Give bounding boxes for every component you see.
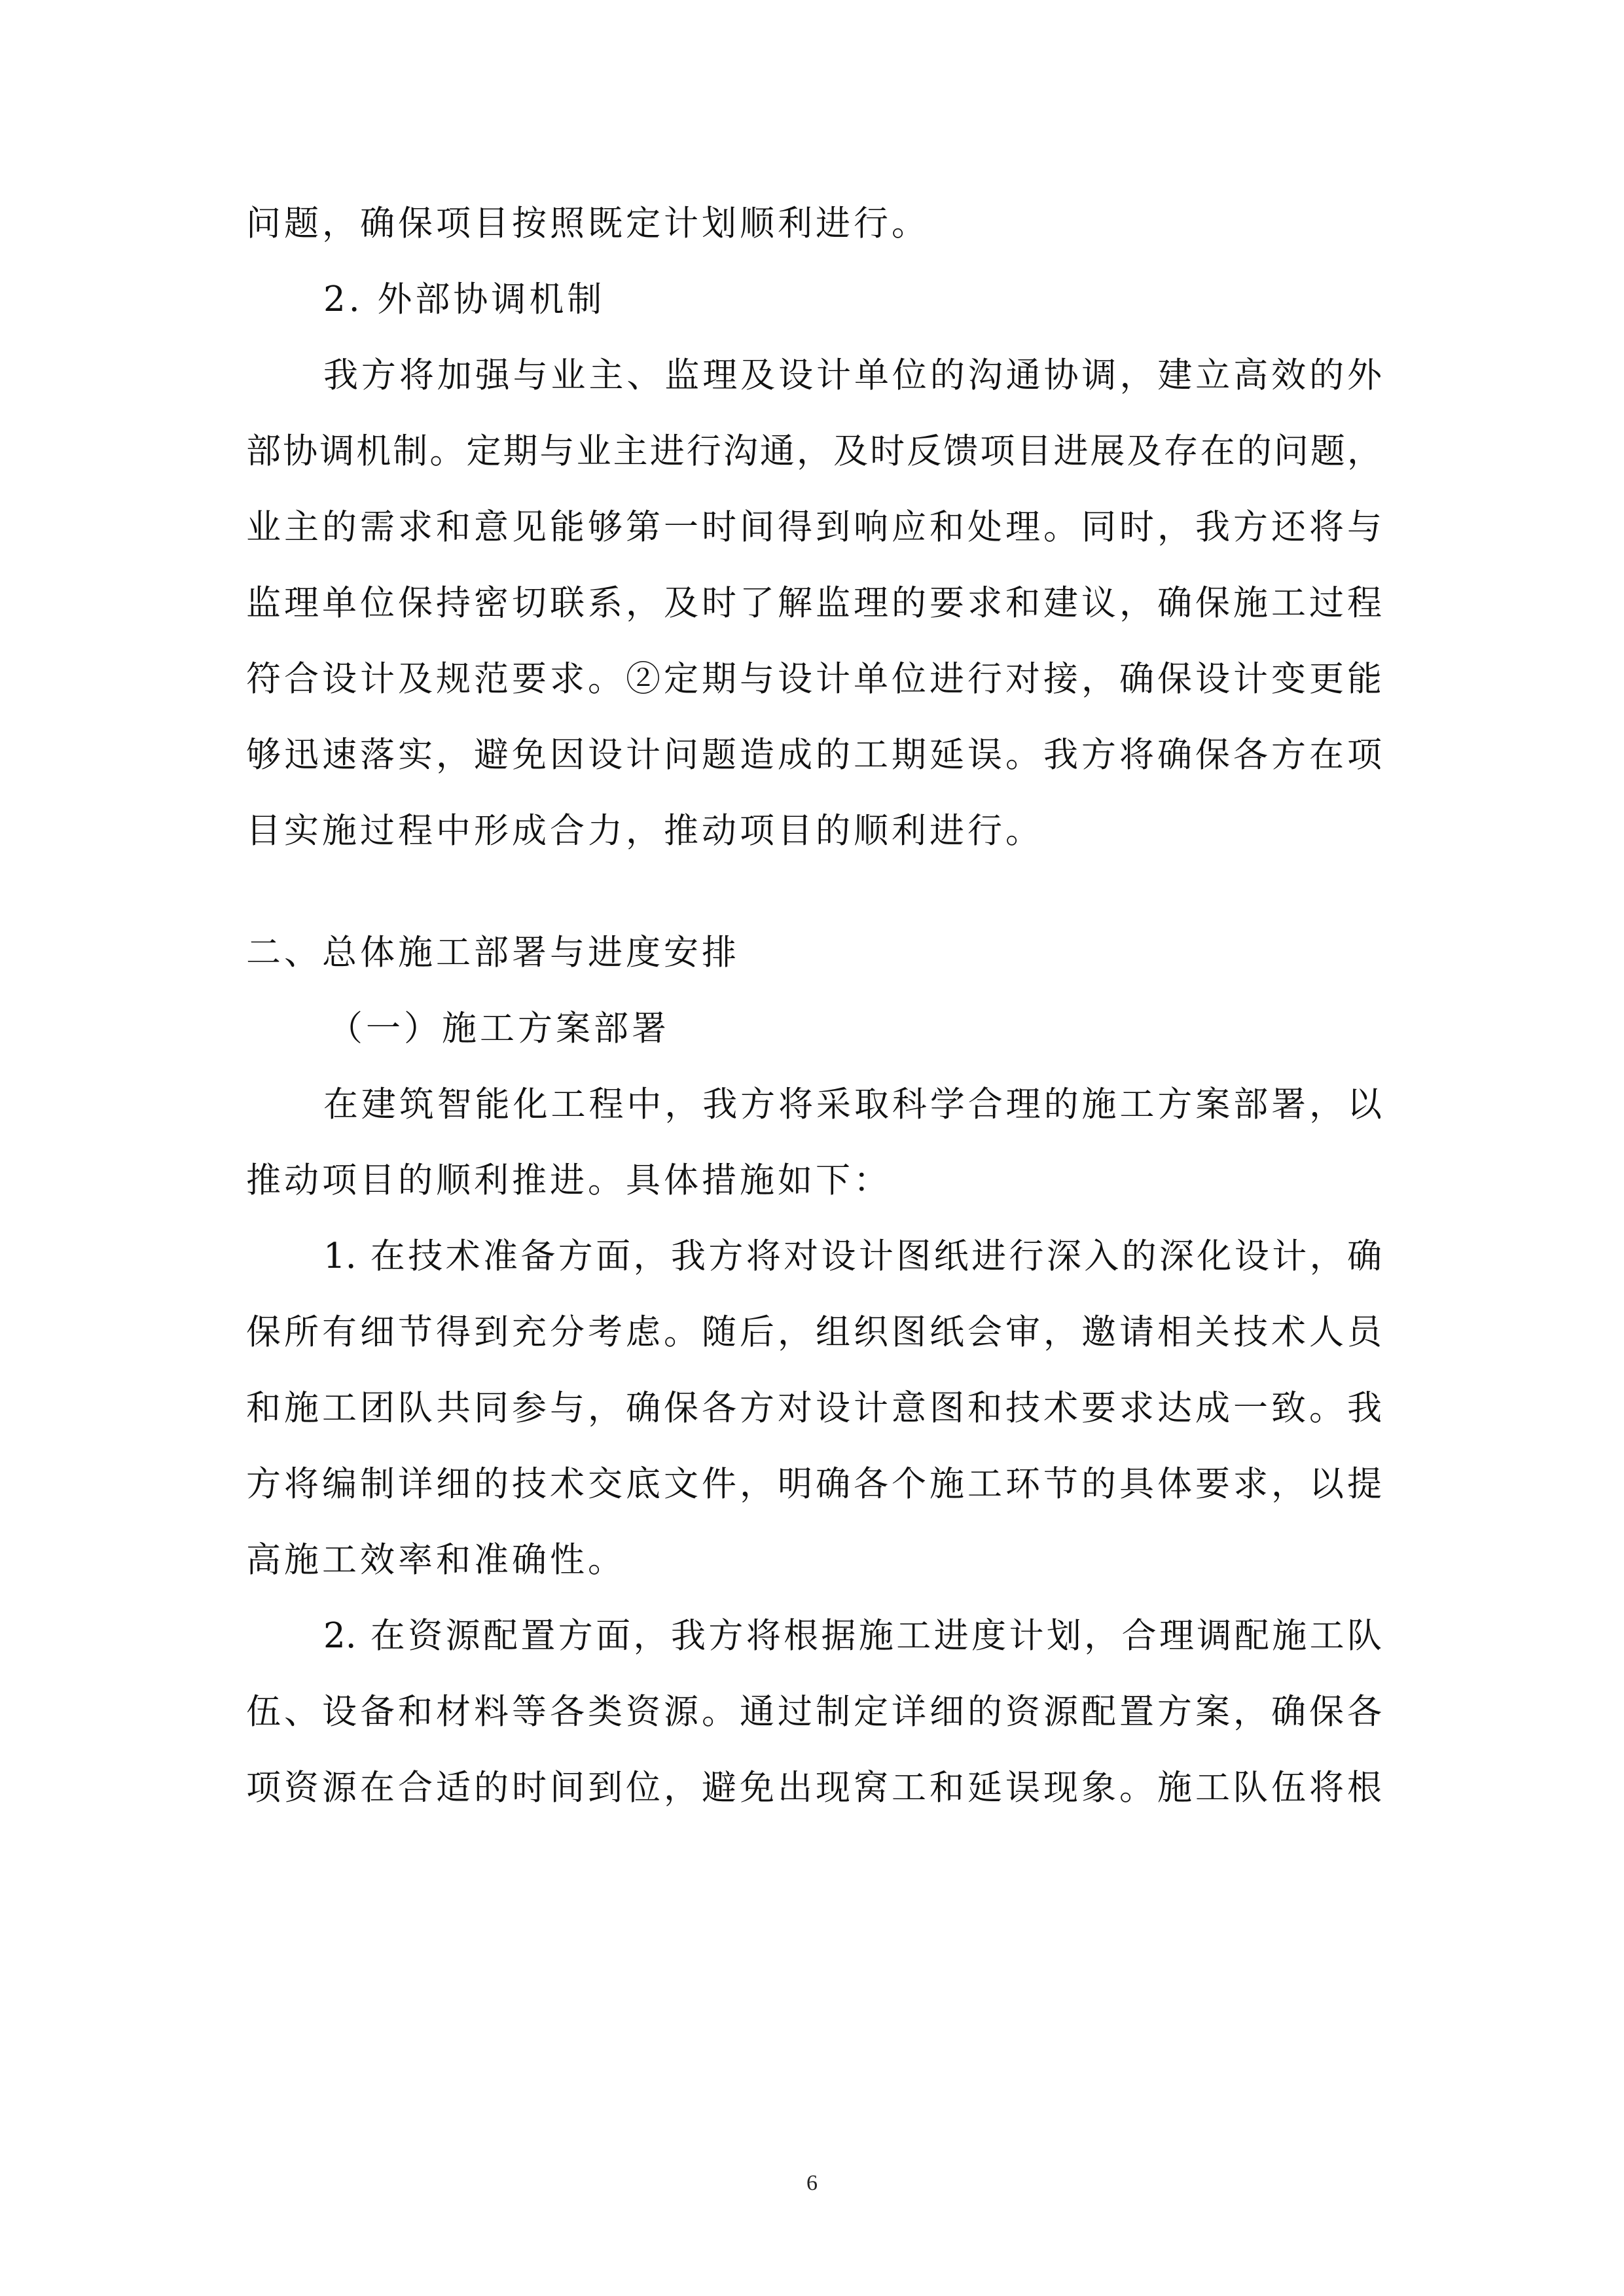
paragraph-last-line: 高施工效率和准确性。 [246, 1540, 626, 1580]
paragraph-line: 1. 在技术准备方面，我方将对设计图纸进行深入的深化设计，确 [323, 1236, 1382, 1276]
paragraph-line: 和施工团队共同参与，确保各方对设计意图和技术要求达成一致。我 [246, 1388, 1382, 1428]
paragraph-line: 符合设计及规范要求。②定期与设计单位进行对接，确保设计变更能 [246, 659, 1382, 699]
subheading-external-coordination: 2. 外部协调机制 [323, 279, 605, 319]
paragraph-line: 业主的需求和意见能够第一时间得到响应和处理。同时，我方还将与 [246, 507, 1382, 547]
paragraph-line: 2. 在资源配置方面，我方将根据施工进度计划，合理调配施工队 [323, 1616, 1382, 1656]
paragraph-line: 部协调机制。定期与业主进行沟通，及时反馈项目进展及存在的问题， [246, 431, 1382, 471]
paragraph-line: 项资源在合适的时间到位，避免出现窝工和延误现象。施工队伍将根 [246, 1768, 1382, 1808]
paragraph-line: 够迅速落实，避免因设计问题造成的工期延误。我方将确保各方在项 [246, 735, 1382, 775]
paragraph-line: 方将编制详细的技术交底文件，明确各个施工环节的具体要求，以提 [246, 1464, 1382, 1504]
paragraph-line: 伍、设备和材料等各类资源。通过制定详细的资源配置方案，确保各 [246, 1692, 1382, 1732]
subsection-heading-construction-plan: （一）施工方案部署 [328, 1009, 670, 1049]
paragraph-last-line: 推动项目的顺利推进。具体措施如下： [246, 1160, 892, 1200]
paragraph-line: 在建筑智能化工程中，我方将采取科学合理的施工方案部署，以 [323, 1085, 1382, 1124]
paragraph-line: 我方将加强与业主、监理及设计单位的沟通协调，建立高效的外 [323, 355, 1382, 395]
paragraph-line: 保所有细节得到充分考虑。随后，组织图纸会审，邀请相关技术人员 [246, 1312, 1382, 1352]
page-number: 6 [806, 2171, 818, 2195]
paragraph-line: 监理单位保持密切联系，及时了解监理的要求和建议，确保施工过程 [246, 583, 1382, 623]
paragraph-last-line: 目实施过程中形成合力，推动项目的顺利进行。 [246, 811, 1043, 851]
paragraph-continuation-line: 问题，确保项目按照既定计划顺利进行。 [246, 204, 929, 243]
section-heading-overall-construction: 二、总体施工部署与进度安排 [246, 933, 740, 973]
